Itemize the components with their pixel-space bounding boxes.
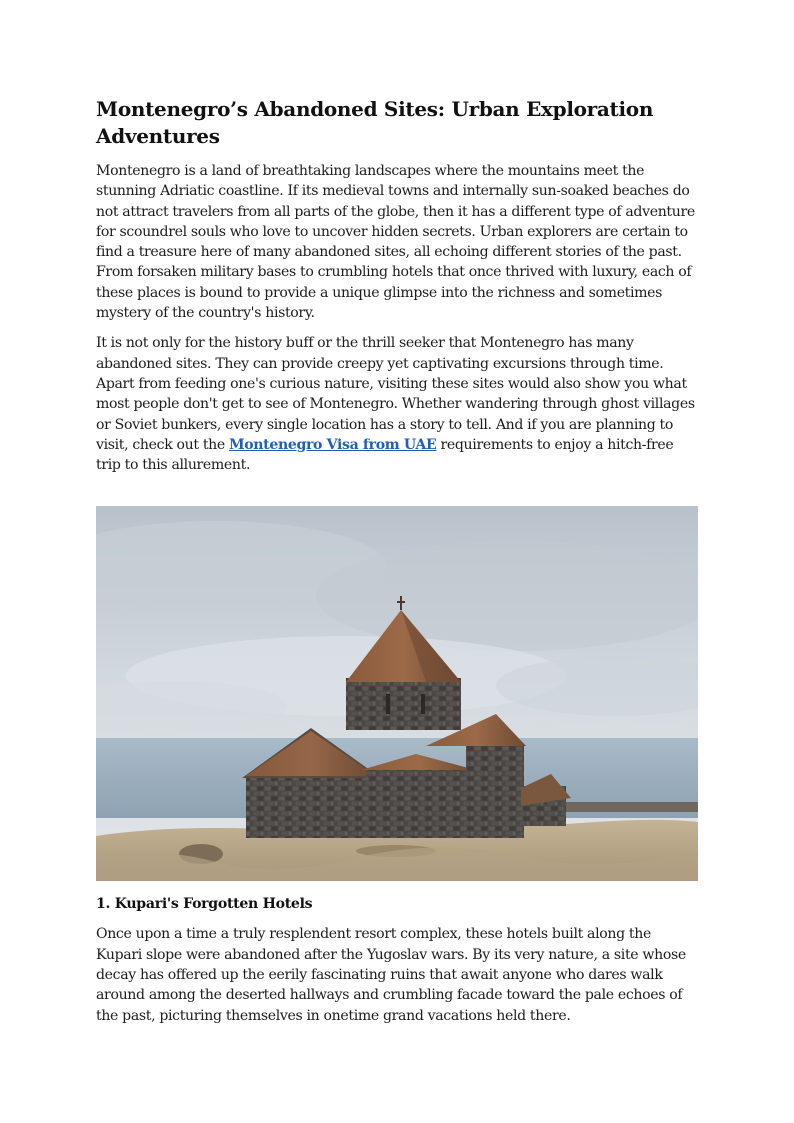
stone-church-photo [96, 506, 698, 881]
section-heading-kupari: 1. Kupari's Forgotten Hotels [96, 896, 313, 913]
document-page [96, 96, 698, 1026]
montenegro-visa-link[interactable]: Montenegro Visa from UAE [228, 436, 437, 453]
visa-paragraph [96, 333, 698, 475]
kupari-paragraph: Once upon a time a truly resplendent resort complex, these hotels built along the Kupari slope were abandoned after the Yugoslav wars. By its very nature, a site whose decay has offered up the eerily fascinating ruins that await anyone who dares walk around among the deserted hallways and crumbling facade toward the pale echoes of the past, picturing themselves in onetime grand vacations held there. [96, 926, 686, 1024]
visa-paragraph-text-start: It is not only for the history buff or the thrill seeker that Montenegro has many abandoned sites. They can provide creepy yet captivating excursions through time. Apart from feeding one's curious nature, visiting these sites would also show you what most people don't get to see of Montenegro. Whether wandering through ghost villages or Soviet bunkers, every single location has a story to tell. And if you are planning to visit, check out the [96, 335, 695, 453]
intro-paragraph: Montenegro is a land of breathtaking landscapes where the mountains meet the stunning Adriatic coastline. If its medieval towns and internally sun-soaked beaches do not attract travelers from all parts of the globe, then it has a different type of adventure for scoundrel souls who love to uncover hidden secrets. Urban explorers are certain to find a treasure here of many abandoned sites, all echoing different stories of the past. From forsaken military bases to crumbling hotels that once thrived with luxury, each of these places is bound to provide a unique glimpse into the richness and sometimes mystery of the country's history. [96, 163, 695, 322]
article-title: Montenegro’s Abandoned Sites: Urban Exploration Adventures [96, 97, 654, 148]
visa-paragraph-text-end: requirements to enjoy a hitch-free trip to this allurement. [96, 436, 674, 474]
